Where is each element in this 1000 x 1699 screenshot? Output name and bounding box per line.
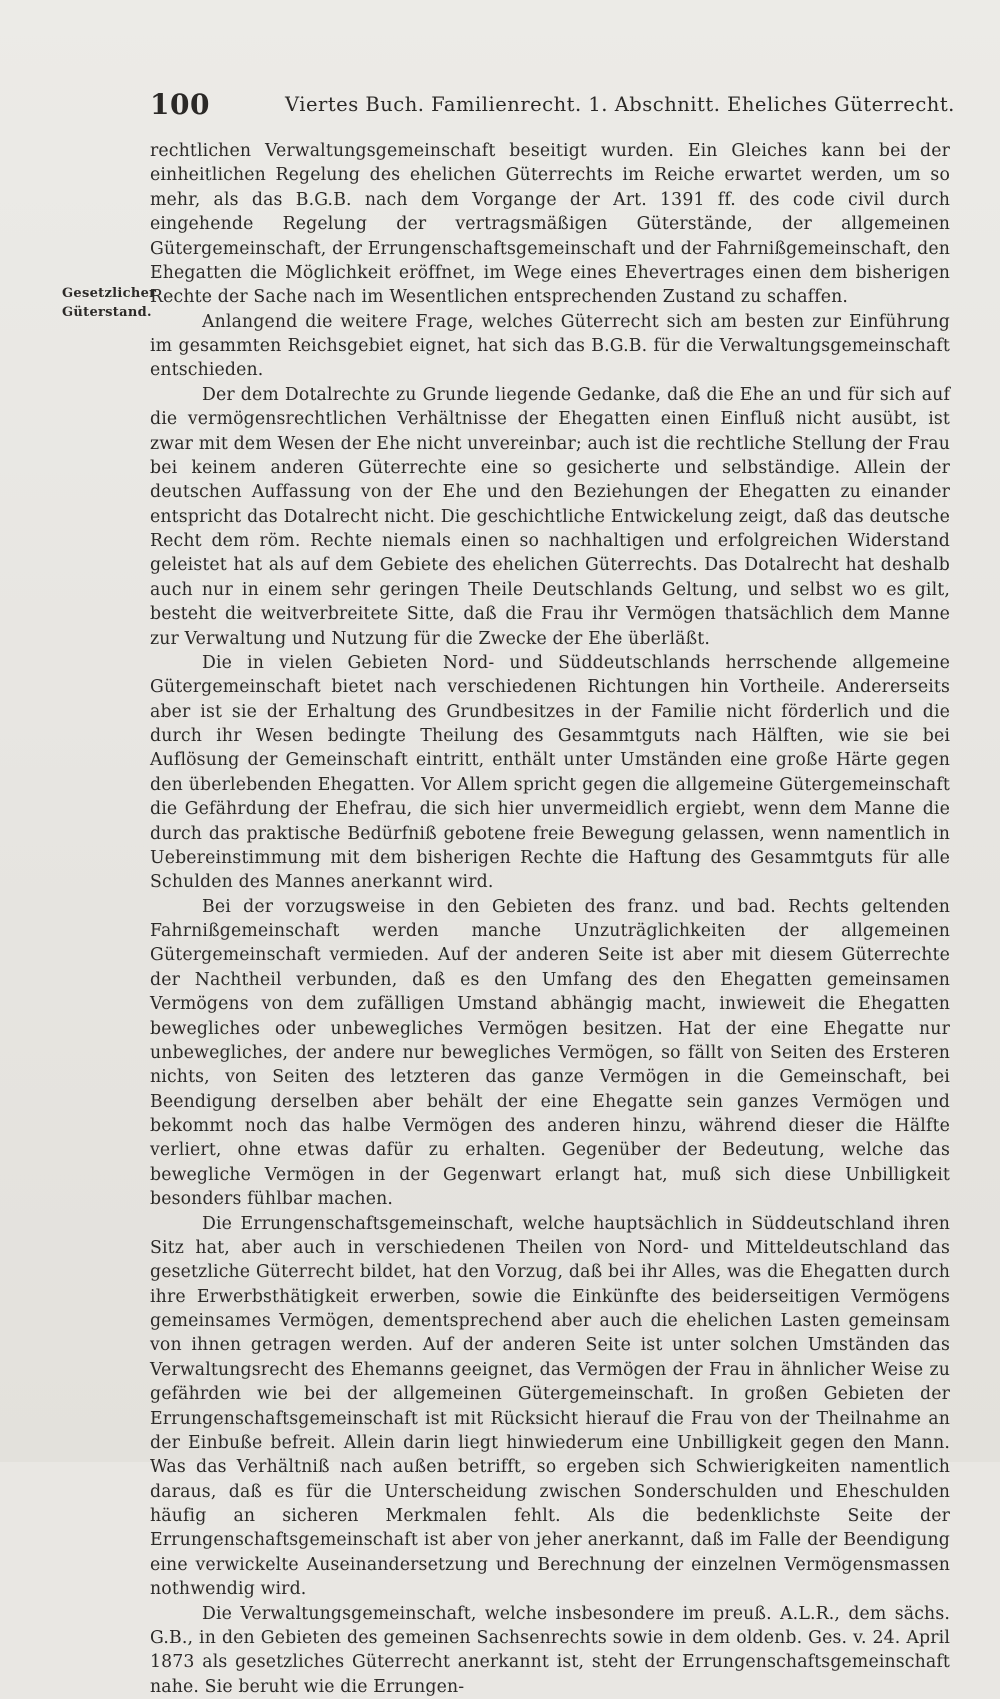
paragraph: Bei der vorzugsweise in den Gebieten des franz. und bad. Rechts geltenden Fahrnißgemeinschaft werden manche Unzuträglichkeiten der allgemeinen Gütergemeinschaft vermieden. Auf der anderen Seite ist aber mit diesem Güterrechte der Nachtheil verbunden, daß es den Umfang des den Ehegatten gemeinsamen Vermögens von dem zufälligen Umstand abhängig macht, inwieweit die Ehegatten bewegliches oder unbewegliches Vermögen besitzen. Hat der eine Ehegatte nur unbewegliches, der andere nur bewegliches Vermögen, so fällt von Seiten des Ersteren nichts, von Seiten des letzteren das ganze Vermögen in die Gemeinschaft, bei Beendigung derselben aber behält der eine Ehegatte sein ganzes Vermögen und bekommt noch das halbe Vermögen des anderen hinzu, während dieser die Hälfte verliert, ohne etwas dafür zu erhalten. Gegenüber der Bedeutung, welche das bewegliche Vermögen in der Gegenwart erlangt hat, muß sich diese Unbilligkeit besonders fühlbar machen. (150, 895, 950, 1212)
paragraph: Anlangend die weitere Frage, welches Güterrecht sich am besten zur Einführung im gesammten Reichsgebiet eignet, hat sich das B.G.B. für die Verwaltungsgemeinschaft entschieden. (150, 310, 950, 383)
page-number: 100 (150, 88, 210, 121)
margin-note-line-1: Gesetzlicher (62, 284, 147, 303)
paragraph: Der dem Dotalrechte zu Grunde liegende Gedanke, daß die Ehe an und für sich auf die vermögensrechtlichen Verhältnisse der Ehegatten einen Einfluß nicht ausübt, ist zwar mit dem Wesen der Ehe nicht unvereinbar; auch ist die rechtliche Stellung der Frau bei keinem anderen Güterrechte eine so gesicherte und selbständige. Allein der deutschen Auffassung von der Ehe und den Beziehungen der Ehegatten zu einander entspricht das Dotalrecht nicht. Die geschichtliche Entwickelung zeigt, daß das deutsche Recht dem röm. Rechte niemals einen so nachhaltigen und erfolgreichen Widerstand geleistet hat als auf dem Gebiete des ehelichen Güterrechts. Das Dotalrecht hat deshalb auch nur in einem sehr geringen Theile Deutschlands Geltung, und selbst wo es gilt, besteht die weitverbreitete Sitte, daß die Frau ihr Vermögen thatsächlich dem Manne zur Verwaltung und Nutzung für die Zwecke der Ehe überläßt. (150, 383, 950, 651)
paragraph: rechtlichen Verwaltungsgemeinschaft beseitigt wurden. Ein Gleiches kann bei der einheitlichen Regelung des ehelichen Güterrechts im Reiche erwartet werden, um so mehr, als das B.G.B. nach dem Vorgange der Art. 1391 ff. des code civil durch eingehende Regelung der vertragsmäßigen Güterstände, der allgemeinen Gütergemeinschaft, der Errungenschaftsgemeinschaft und der Fahrnißgemeinschaft, den Ehegatten die Möglichkeit eröffnet, im Wege eines Ehevertrages einen dem bisherigen Rechte der Sache nach im Wesentlichen entsprechenden Zustand zu schaffen. (150, 139, 950, 310)
body-text (150, 139, 950, 1699)
running-title: Viertes Buch. Familienrecht. 1. Abschnitt. Eheliches Güterrecht. (285, 93, 955, 116)
margin-note (62, 284, 147, 322)
paragraph: Die in vielen Gebieten Nord- und Süddeutschlands herrschende allgemeine Gütergemeinschaft bietet nach verschiedenen Richtungen hin Vortheile. Andererseits aber ist sie der Erhaltung des Grundbesitzes in der Familie nicht förderlich und die durch ihr Wesen bedingte Theilung des Gesammtguts nach Hälften, wie sie bei Auflösung der Gemeinschaft eintritt, enthält unter Umständen eine große Härte gegen den überlebenden Ehegatten. Vor Allem spricht gegen die allgemeine Gütergemeinschaft die Gefährdung der Ehefrau, die sich hier unvermeidlich ergiebt, wenn dem Manne die durch das praktische Bedürfniß gebotene freie Bewegung gelassen, wenn namentlich in Uebereinstimmung mit dem bisherigen Rechte die Haftung des Gesammtguts für alle Schulden des Mannes anerkannt wird. (150, 651, 950, 895)
page-header (150, 88, 950, 128)
margin-note-line-2: Güterstand. (62, 303, 147, 322)
paragraph: Die Verwaltungsgemeinschaft, welche insbesondere im preuß. A.L.R., dem sächs. G.B., in den Gebieten des gemeinen Sachsenrechts sowie in dem oldenb. Ges. v. 24. April 1873 als gesetzliches Güterrecht anerkannt ist, steht der Errungenschaftsgemeinschaft nahe. Sie beruht wie die Errungen- (150, 1602, 950, 1699)
paragraph: Die Errungenschaftsgemeinschaft, welche hauptsächlich in Süddeutschland ihren Sitz hat, aber auch in verschiedenen Theilen von Nord- und Mitteldeutschland das gesetzliche Güterrecht bildet, hat den Vorzug, daß bei ihr Alles, was die Ehegatten durch ihre Erwerbsthätigkeit erwerben, sowie die Einkünfte des beiderseitigen Vermögens gemeinsames Vermögen, dementsprechend aber auch die ehelichen Lasten gemeinsam von ihnen getragen werden. Auf der anderen Seite ist unter solchen Umständen das Verwaltungsrecht des Ehemanns geeignet, das Vermögen der Frau in ähnlicher Weise zu gefährden wie bei der allgemeinen Gütergemeinschaft. In großen Gebieten der Errungenschaftsgemeinschaft ist mit Rücksicht hierauf die Frau von der Theilnahme an der Einbuße befreit. Allein darin liegt hinwiederum eine Unbilligkeit gegen den Mann. Was das Verhältniß nach außen betrifft, so ergeben sich Schwierigkeiten namentlich daraus, daß es für die Unterscheidung zwischen Sonderschulden und Eheschulden häufig an sicheren Merkmalen fehlt. Als die bedenklichste Seite der Errungenschaftsgemeinschaft ist aber von jeher anerkannt, daß im Falle der Beendigung eine verwickelte Auseinandersetzung und Berechnung der einzelnen Vermögensmassen nothwendig wird. (150, 1212, 950, 1602)
